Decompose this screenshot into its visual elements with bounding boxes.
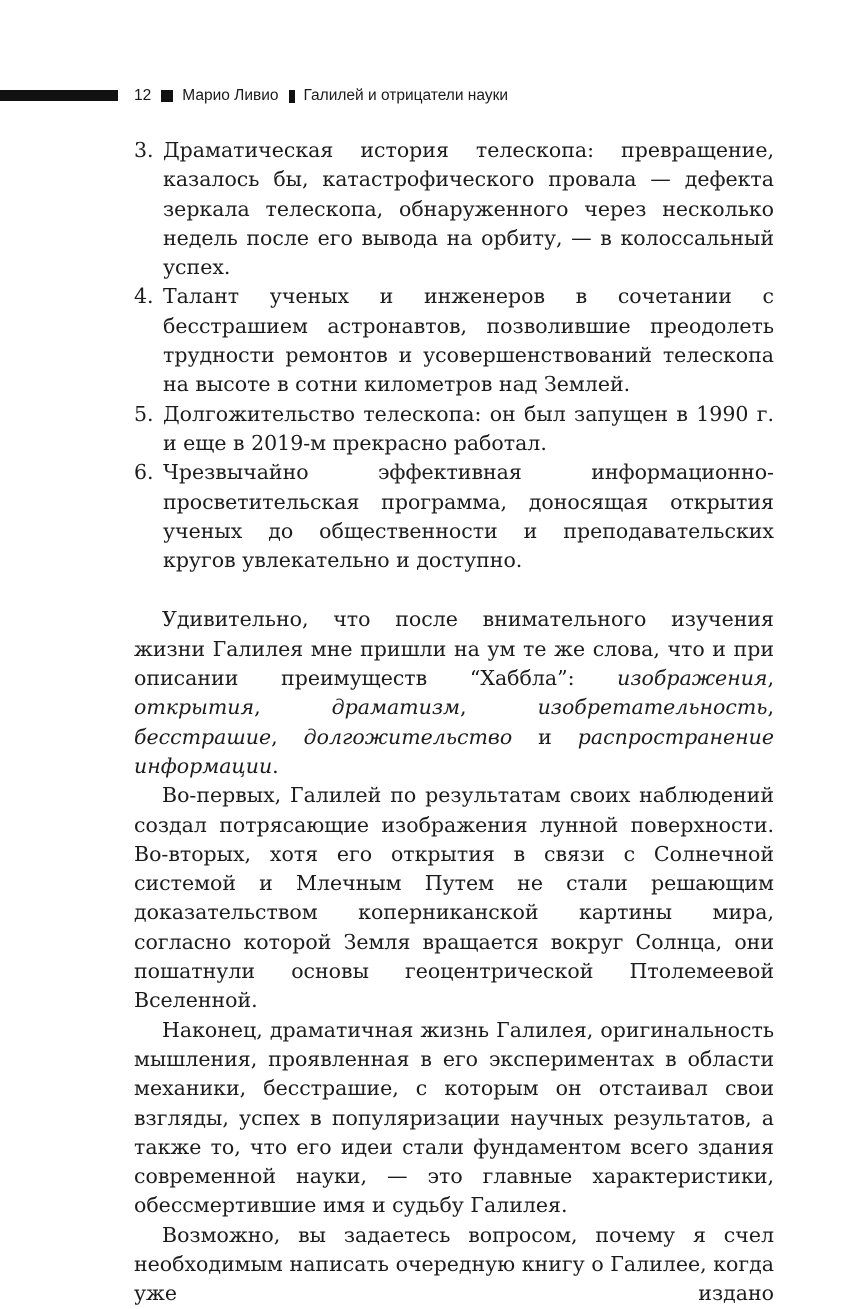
list-item-text: Долгожительство телескопа: он был запущен в 1990 г. и еще в 2019-м прекрасно работал. (163, 401, 774, 455)
numbered-list (134, 136, 774, 575)
book-title: Галилей и отрицатели науки (303, 87, 509, 104)
term-outreach: распространение информации (134, 724, 774, 778)
list-item (134, 400, 774, 459)
list-item-text: Чрезвычайно эффективная информационно-просветительская программа, доносящая открытия ученых до общественности и преподавательских кругов увлекательно и доступно. (163, 460, 774, 573)
list-item-text: Талант ученых и инженеров в сочетании с бесстрашием астронавтов, позволившие преодолеть трудности ремонтов и усовершенствований телескопа на высоте в сотни километров над Землей. (163, 284, 774, 397)
term-images: изображения (617, 666, 768, 691)
list-item-text: Драматическая история телескопа: превращение, казалось бы, катастрофического провала — дефекта зеркала телескопа, обнаруженного через несколько недель после его вывода на орбиту, — в колоссальный успех. (163, 138, 774, 280)
page-number: 12 (134, 87, 152, 104)
list-item-number: 3. (134, 138, 154, 162)
list-item (134, 282, 774, 399)
term-ingenuity: изобретательность (537, 695, 768, 720)
paragraph-first-second: Во-первых, Галилей по результатам своих наблюдений создал потрясающие изображения лунной поверхности. Во-вторых, хотя его открытия в связи с Солнечной системой и Млечным Путем не стали решающим доказательством коперниканской картины мира, согласно которой Земля вращается вокруг Солнца, они пошатнули основы геоцентрической Птолемеевой Вселенной. (134, 783, 774, 1013)
term-fearlessness: бесстрашие (134, 724, 272, 749)
paragraph-question: Возможно, вы задаетесь вопросом, почему я счел необходимым написать очередную книгу о Галилее, когда уже издано (134, 1222, 774, 1306)
list-item (134, 136, 774, 282)
running-head (134, 86, 508, 106)
separator-bar-icon (289, 90, 295, 103)
list-item-number: 6. (134, 460, 154, 485)
term-discoveries: открытия (134, 695, 255, 720)
page-body (134, 136, 774, 1309)
separator-square-icon (161, 90, 173, 102)
list-item (134, 458, 774, 575)
list-item-number: 5. (134, 401, 154, 426)
term-longevity: долгожительство (303, 724, 513, 749)
paragraph-finally: Наконец, драматичная жизнь Галилея, оригинальность мышления, проявленная в его экспериментах в области механики, бесстрашие, с которым он отстаивал свои взгляды, успех в популяризации научных результатов, а также то, что его идеи стали фундаментом всего здания современной науки, — это главные характеристики, обессмертившие имя и судьбу Галилея. (134, 1017, 774, 1218)
term-drama: драматизм (331, 695, 461, 720)
paragraph-summary: Удивительно, что после внимательного изучения жизни Галилея мне пришли на ум те же слова, что и при описании преимуществ “Хаббла”: изображения, открытия, драматизм, изобретательность, бесстрашие, долгожительство и распространение информации. (134, 607, 774, 778)
author-name: Марио Ливио (182, 87, 279, 104)
header-rule (0, 90, 118, 101)
list-item-number: 4. (134, 284, 154, 309)
